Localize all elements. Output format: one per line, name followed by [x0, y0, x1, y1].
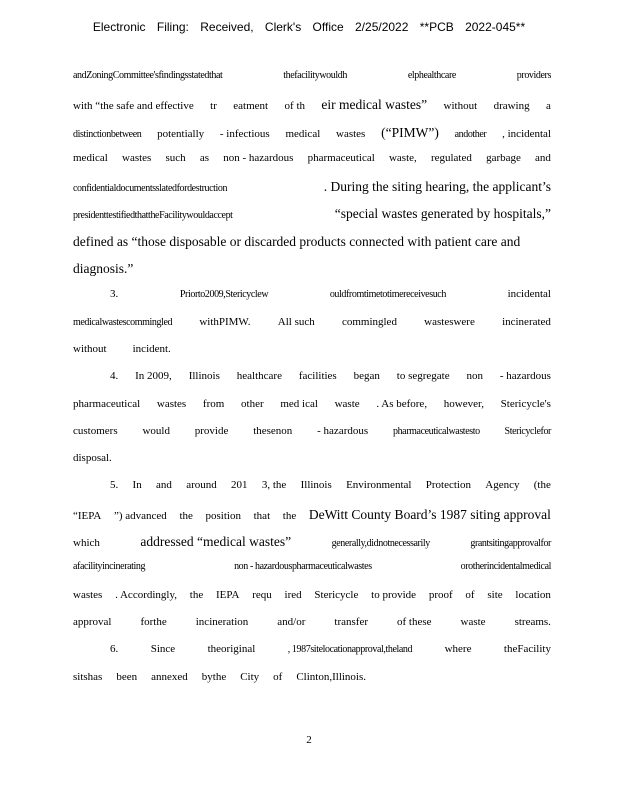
text-segment: requ	[252, 588, 272, 601]
text-segment: non	[466, 370, 483, 383]
text-segment: All such	[277, 315, 315, 328]
text-segment: wastes	[122, 151, 152, 164]
text-segment: waste	[334, 397, 360, 410]
text-segment: potentially	[157, 127, 205, 140]
text-segment: other	[241, 397, 264, 410]
text-segment: to segregate	[396, 370, 450, 383]
text-segment: and	[156, 479, 172, 492]
text-line	[73, 589, 551, 616]
text-segment: commingled	[341, 315, 397, 328]
paragraph-6-start	[73, 643, 551, 670]
text-line	[73, 398, 551, 425]
text-segment: . During the siting hearing, the applicant’s	[323, 179, 551, 195]
text-segment: - hazardous	[317, 424, 369, 437]
text-segment: ired	[284, 588, 302, 601]
text-segment: with “the safe and effective	[73, 100, 194, 113]
text-segment: incinerated	[502, 315, 551, 328]
text-segment: (the	[533, 479, 551, 492]
text-line	[73, 261, 551, 288]
text-line	[73, 125, 551, 152]
text-segment: , 1987sitelocationapproval,theland	[287, 644, 413, 656]
text-segment: providers	[516, 70, 551, 81]
text-segment: andother	[454, 128, 487, 140]
text-segment: wastes	[156, 397, 187, 410]
text-segment: however,	[443, 397, 484, 410]
text-segment: 201	[231, 479, 248, 492]
text-segment: In	[132, 479, 142, 492]
text-segment: without	[73, 342, 107, 355]
text-line	[73, 452, 551, 479]
text-segment: Stericyclefor	[504, 425, 551, 437]
document-body	[73, 70, 551, 698]
text-segment: theoriginal	[207, 643, 256, 656]
text-segment: wasteswere	[424, 315, 475, 328]
text-segment: drawing	[493, 100, 530, 113]
text-segment: (“PIMW”)	[381, 124, 439, 140]
text-segment: the	[179, 509, 193, 522]
text-segment: theFacility	[503, 643, 551, 656]
text-segment: which	[73, 537, 100, 550]
text-line	[73, 206, 551, 233]
text-segment: the	[282, 509, 297, 522]
text-segment: of th	[284, 100, 306, 113]
text-segment: garbage	[486, 151, 521, 164]
text-segment: began	[353, 370, 380, 383]
filing-header: Electronic Filing: Received, Clerk's Office 2/25/2022 **PCB 2022-045**	[92, 20, 526, 34]
text-segment: and	[535, 151, 551, 164]
text-segment: of	[273, 670, 283, 683]
text-segment: pharmaceutical	[307, 151, 375, 164]
text-line	[73, 616, 551, 643]
text-segment: around	[186, 479, 217, 492]
text-segment: diagnosis.”	[73, 261, 134, 277]
text-segment: DeWitt County Board’s 1987 siting approval	[308, 506, 551, 522]
text-segment: grantsitingapprovalfor	[470, 538, 551, 550]
text-segment: , incidental	[502, 127, 551, 140]
text-segment: Clinton,Illinois.	[296, 670, 367, 683]
text-segment: 6.	[110, 643, 119, 656]
text-segment: tr	[210, 100, 217, 113]
text-segment: distinctionbetween	[73, 128, 142, 140]
text-segment: Illinois	[188, 370, 220, 383]
text-segment: Protection	[425, 479, 471, 492]
text-segment: wastes	[336, 127, 366, 140]
text-segment: medical	[73, 151, 108, 164]
text-segment: the	[189, 588, 204, 601]
text-line	[73, 97, 551, 124]
text-segment: presidenttestifiedthattheFacilitywouldaccept	[73, 210, 233, 222]
text-segment: “special wastes generated by hospitals,”	[334, 206, 551, 222]
text-line	[73, 343, 551, 370]
text-segment: thefacilitywouldh	[283, 70, 347, 81]
text-segment: Stericycle	[314, 588, 359, 601]
text-segment: 5.	[110, 479, 119, 492]
paragraph-4-start	[73, 370, 551, 397]
text-segment: . Accordingly,	[115, 588, 178, 601]
text-segment: Agency	[485, 479, 520, 492]
text-segment: regulated	[430, 151, 472, 164]
text-segment: - infectious	[219, 127, 270, 140]
text-segment: 3.	[110, 288, 119, 301]
text-segment: IEPA	[216, 588, 240, 601]
text-segment: “IEPA	[73, 509, 102, 522]
text-segment: ”) advanced	[113, 509, 167, 522]
text-segment: of	[465, 588, 475, 601]
text-segment: bythe	[201, 670, 227, 683]
text-segment: without	[443, 100, 478, 113]
text-segment: Stericycle's	[500, 397, 551, 410]
text-segment: medical	[285, 127, 321, 140]
text-segment: defined as “those disposable or discarded products connected with patient care and	[73, 233, 521, 249]
text-segment: annexed	[151, 670, 188, 683]
text-segment: such	[165, 151, 186, 164]
text-line	[73, 534, 551, 561]
text-segment: sitshas	[73, 670, 103, 683]
text-segment: approval	[73, 615, 112, 628]
text-segment: where	[444, 643, 472, 656]
text-segment: . As before,	[376, 397, 428, 410]
text-segment: Illinois	[300, 479, 332, 492]
text-segment: In 2009,	[135, 370, 172, 383]
text-segment: non - hazardouspharmaceuticalwastes	[234, 561, 372, 573]
text-segment: generally,didnotnecessarily	[331, 538, 430, 550]
text-segment: Since	[150, 643, 176, 656]
text-segment: incident.	[132, 342, 171, 355]
text-segment: pharmaceuticalwastesto	[392, 425, 480, 437]
text-segment: pharmaceutical	[73, 397, 141, 410]
paragraph-3-start	[73, 288, 551, 315]
text-segment: provide	[194, 424, 229, 437]
text-segment: 4.	[110, 370, 119, 383]
text-segment: medicalwastescommingled	[73, 316, 173, 328]
text-segment: that	[253, 509, 271, 522]
text-segment: of these	[397, 615, 432, 628]
text-segment: elphealthcare	[407, 70, 456, 81]
text-segment: ouldfromtimetotimereceivesuch	[329, 289, 446, 301]
text-segment: been	[116, 670, 138, 683]
text-segment: from	[202, 397, 225, 410]
text-segment: streams.	[514, 615, 551, 628]
text-segment: orotherincidentalmedical	[460, 561, 551, 573]
text-segment: andZoningCommittee'sfindingsstatedthat	[73, 70, 223, 81]
text-segment: withPIMW.	[199, 315, 251, 328]
text-segment: addressed “medical wastes”	[140, 534, 292, 550]
text-segment: proof	[428, 588, 453, 601]
text-segment: wastes	[73, 588, 103, 601]
text-segment: facilities	[298, 370, 337, 383]
text-line	[73, 179, 551, 206]
text-segment: transfer	[334, 615, 368, 628]
text-line	[73, 234, 551, 261]
text-line	[73, 152, 551, 179]
text-segment: City	[240, 670, 260, 683]
text-line	[73, 671, 551, 698]
text-segment: confidentialdocumentsslatedfordestruction	[73, 183, 228, 195]
text-segment: Environmental	[346, 479, 412, 492]
text-segment: eir medical wastes”	[321, 97, 428, 113]
text-segment: position	[205, 509, 241, 522]
text-segment: waste,	[388, 151, 417, 164]
text-line	[73, 70, 551, 97]
text-segment: to provide	[371, 588, 417, 601]
text-segment: Priorto2009,Stericyclew	[179, 289, 269, 301]
text-segment: forthe	[140, 615, 167, 628]
text-line	[73, 561, 551, 588]
text-segment: incineration	[195, 615, 249, 628]
text-segment: waste	[460, 615, 486, 628]
text-segment: would	[142, 424, 170, 437]
text-segment: location	[515, 588, 551, 601]
text-segment: non - hazardous	[223, 151, 294, 164]
text-segment: a	[546, 100, 551, 113]
text-segment: med ical	[280, 397, 318, 410]
text-segment: eatment	[233, 100, 269, 113]
text-segment: customers	[73, 424, 118, 437]
page-number: 2	[306, 734, 312, 746]
text-segment: disposal.	[73, 452, 112, 465]
text-segment: - hazardous	[499, 370, 551, 383]
text-segment: healthcare	[236, 370, 282, 383]
text-line	[73, 425, 551, 452]
text-segment: incidental	[507, 288, 551, 301]
paragraph-5-start	[73, 479, 551, 506]
text-line	[73, 507, 551, 534]
text-segment: 3, the	[261, 479, 287, 492]
text-segment: afacilityincinerating	[73, 561, 146, 573]
text-segment: and/or	[277, 615, 306, 628]
text-segment: site	[487, 588, 503, 601]
text-segment: as	[199, 151, 210, 164]
text-line	[73, 316, 551, 343]
text-segment: thesenon	[253, 424, 293, 437]
